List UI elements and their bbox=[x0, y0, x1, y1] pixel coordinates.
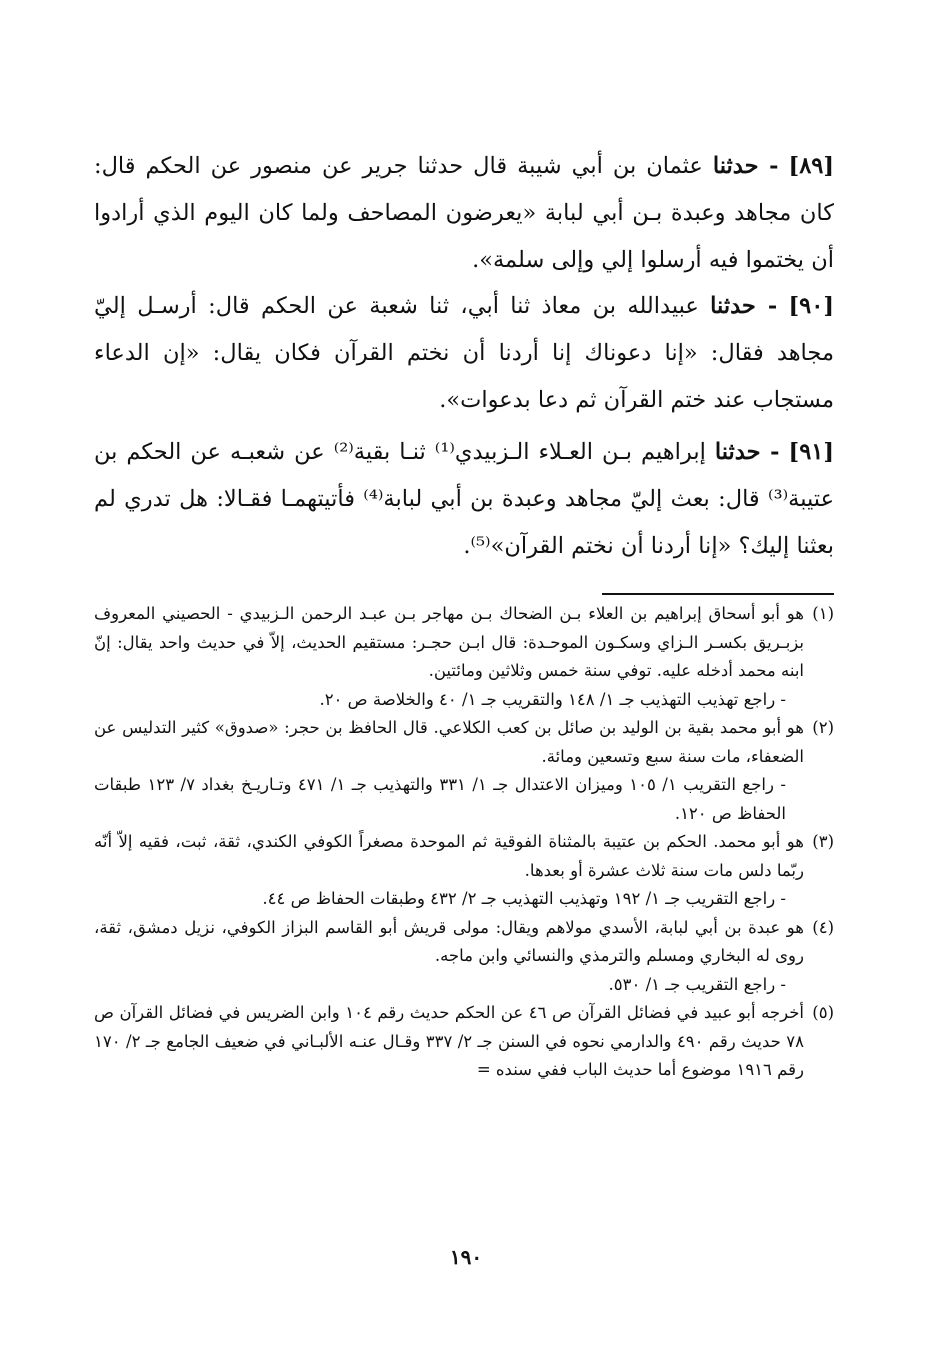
footnote-5 bbox=[94, 999, 834, 1085]
hadith-number: [٩٠] bbox=[788, 292, 834, 319]
footnote-2 bbox=[94, 714, 834, 828]
hadith-91: [٩١] - حدثنا إبراهيم بـن العـلاء الـزبيدي⁽¹⁾ ثنـا بقية⁽²⁾ عن شعبـه عن الحكم بن عتيبة⁽³⁾ قال: بعث إليّ مجاهد وعبدة بن أبي لبابة⁽⁴⁾ فأتيتهمـا فقـالا: هل تدري لم بعثنا إليك؟ «إنا أردنا أن نختم القرآن»⁽⁵⁾. bbox=[94, 438, 835, 559]
footnote-reference: - راجع تهذيب التهذيب جـ ١/ ١٤٨ والتقريب جـ ١/ ٤٠ والخلاصة ص ٢٠. bbox=[319, 689, 786, 709]
hadith-90: [٩٠] - حدثنا عبيدالله بن معاذ ثنا أبي، ثنا شعبة عن الحكم قال: أرسـل إليّ مجاهد فقال: «إنا دعوناك إنا أردنا أن نختم القرآن فكان يقال: «إن الدعاء مستجاب عند ختم القرآن ثم دعا بدعوات». bbox=[94, 292, 834, 413]
hadith-number: [٨٩] bbox=[788, 152, 835, 179]
hadith-text: عثمان بن أبي شيبة قال حدثنا جرير عن منصور عن الحكم قال: كان مجاهد وعبدة بـن أبي لبابة «يعرضون المصاحف ولما كان اليوم الذي أرادوا أن يختموا فيه أرسلوا إلي وإلى سلمة». bbox=[94, 152, 834, 273]
footnote-number: (١) bbox=[812, 604, 834, 623]
hadith-text: إبراهيم بـن العـلاء الـزبيدي⁽¹⁾ ثنـا بقية⁽²⁾ عن شعبـه عن الحكم بن عتيبة⁽³⁾ قال: بعث إليّ مجاهد وعبدة بن أبي لبابة⁽⁴⁾ فأتيتهمـا فقـالا: هل تدري لم بعثنا إليك؟ «إنا أردنا أن نختم القرآن»⁽⁵⁾. bbox=[94, 438, 834, 559]
footnote-text: هو أبو محمد بقية بن الوليد بن صائل بن كعب الكلاعي. قال الحافظ بن حجر: «صدوق» كثير التدليس عن الضعفاء، مات سنة سبع وتسعين ومائة. bbox=[94, 718, 804, 766]
footnote-3 bbox=[94, 828, 834, 914]
footnote-number: (٤) bbox=[812, 917, 834, 937]
hadith-lead-word: حدثنا bbox=[714, 438, 761, 465]
footnote-4 bbox=[94, 914, 834, 1000]
footnote-reference: - راجع التقريب جـ ١/ ١٩٢ وتهذيب التهذيب جـ ٢/ ٤٣٢ وطبقات الحفاظ ص ٤٤. bbox=[262, 889, 786, 908]
footnote-reference: - راجع التقريب جـ ١/ ٥٣٠. bbox=[608, 974, 786, 994]
footnotes bbox=[94, 600, 834, 1085]
hadith-number: [٩١] bbox=[788, 438, 835, 465]
hadith-text: عبيدالله بن معاذ ثنا أبي، ثنا شعبة عن الحكم قال: أرسـل إليّ مجاهد فقال: «إنا دعوناك إنا أردنا أن نختم القرآن فكان يقال: «إن الدعاء مستجاب عند ختم القرآن ثم دعا بدعوات». bbox=[94, 292, 834, 413]
footnote-number: (٥) bbox=[812, 1003, 834, 1022]
footnote-reference: - راجع التقريب ١/ ١٠٥ وميزان الاعتدال جـ ١/ ٣٣١ والتهذيب جـ ١/ ٤٧١ وتـاريـخ بغداد ٧/ ١٢٣ طبقات الحفاظ ص ١٢٠. bbox=[94, 775, 786, 823]
footnote-text: هو أبو أسحاق إبراهيم بن العلاء بـن الضحاك بـن مهاجر بـن عبـد الرحمن الـزبيدي - الحصيني المعروف بزبـريق بكسـر الـزاي وسكـون الموحـدة: قال ابـن حجـر: مستقيم الحديث، إلاّ في حديث واحد يقال: إنّ ابنه محمد أدخله عليه. توفي سنة خمس وثلاثين ومائتين. bbox=[94, 604, 804, 680]
hadith-lead-word: حدثنا bbox=[712, 152, 759, 179]
hadith-89: [٨٩] - حدثنا عثمان بن أبي شيبة قال حدثنا جرير عن منصور عن الحكم قال: كان مجاهد وعبدة بـن أبي لبابة «يعرضون المصاحف ولما كان اليوم الذي أرادوا أن يختموا فيه أرسلوا إلي وإلى سلمة». bbox=[94, 152, 835, 273]
footnote-text: أخرجه أبو عبيد في فضائل القرآن ص ٤٦ عن الحكم حديث رقم ١٠٤ وابن الضريس في فضائل القرآن ص ٧٨ حديث رقم ٤٩٠ والدارمي نحوه في السنن جـ ٢/ ٣٣٧ وقـال عنـه الألبـاني في ضعيف الجامع جـ ٢/ ١٧٠ رقم ١٩١٦ موضوع أما حديث الباب ففي سنده = bbox=[94, 1003, 804, 1079]
footnote-text: هو أبو محمد. الحكم بن عتيبة بالمثناة الفوقية ثم الموحدة مصغراً الكوفي الكندي، ثقة، ثبت، فقيه إلاّ أنّه ربّما دلس مات سنة ثلاث عشرة أو بعدها. bbox=[94, 832, 804, 880]
page-number: ١٩٠ bbox=[449, 1245, 483, 1269]
footnote-separator bbox=[602, 593, 834, 595]
footnote-text: هو عبدة بن أبي لبابة، الأسدي مولاهم ويقال: مولى قريش أبو القاسم البزاز الكوفي، نزيل دمشق، ثقة، روى له البخاري ومسلم والترمذي والنسائي وابن ماجه. bbox=[94, 917, 804, 965]
hadith-lead-word: حدثنا bbox=[710, 292, 756, 319]
footnote-number: (٢) bbox=[812, 718, 834, 737]
footnote-1 bbox=[94, 600, 834, 714]
footnote-number: (٣) bbox=[812, 832, 834, 851]
